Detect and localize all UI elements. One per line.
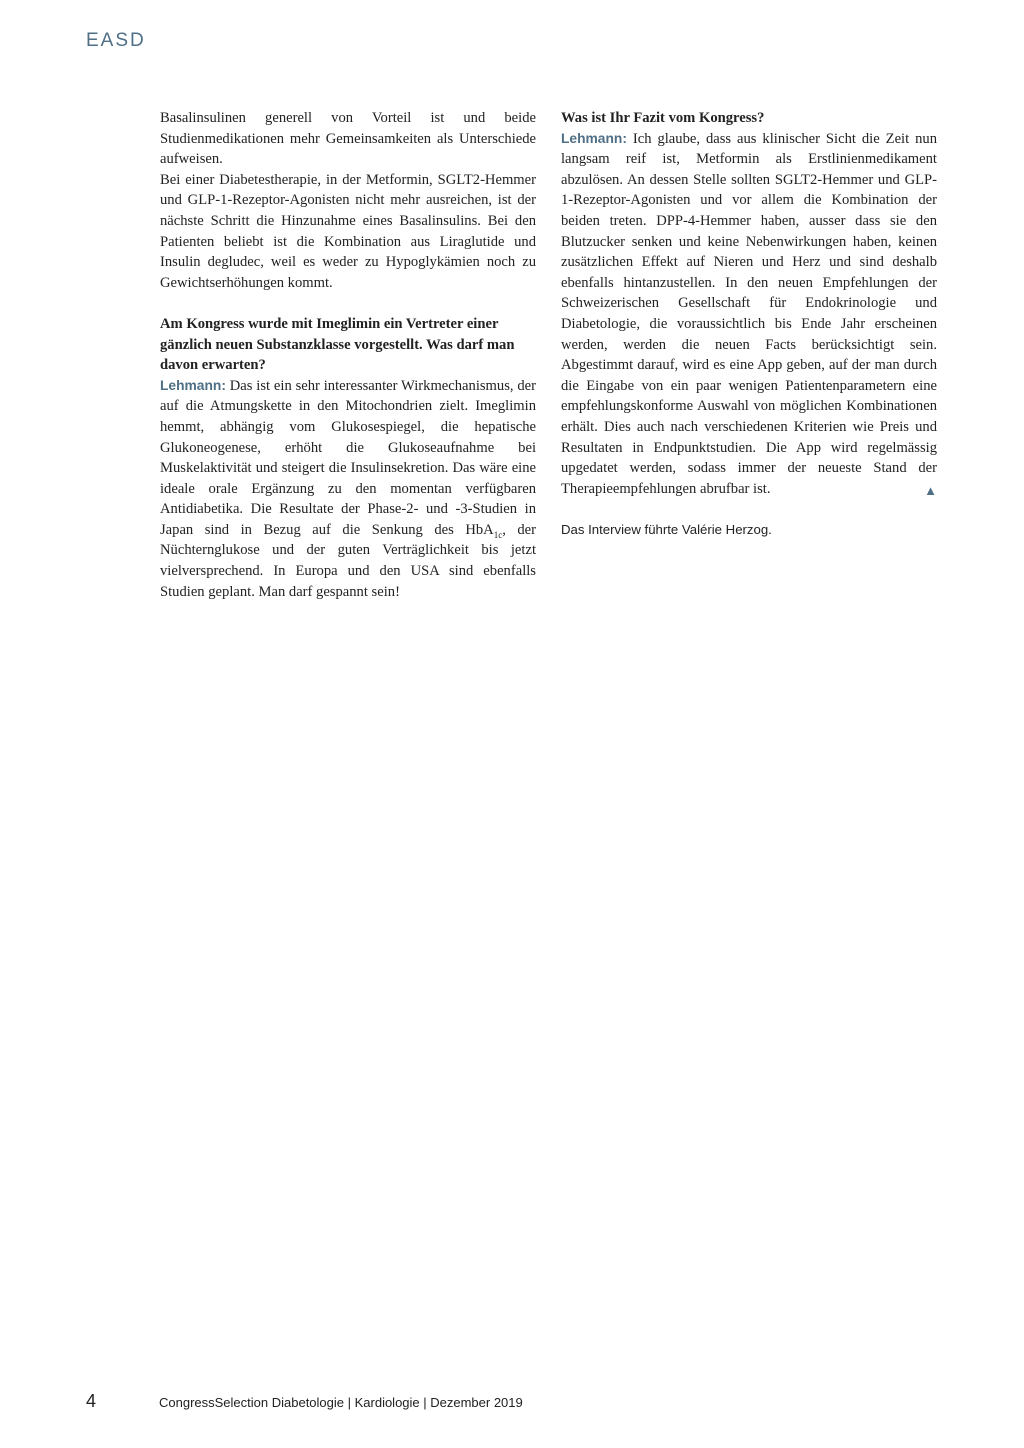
interview-credit: Das Interview führte Valérie Herzog. [561, 521, 772, 537]
end-triangle-icon: ▲ [924, 482, 937, 498]
left-column [160, 108, 536, 602]
answer-text: Das ist ein sehr interessanter Wirkmechanismus, der auf die Atmungskette in den Mitochondrien zielt. Imeglimin hemmt, abhängig vom Glukosespiegel, die hepatische Glukoneogenese, erhöht die Glukoseaufnahme bei Muskelaktivität und steigert die Insulinsekretion. Das wäre eine ideale orale Ergänzung zu den momentan verfügbaren Antidiabetika. Die Resultate der Phase-2- und -3-Studien in Japan sind in Bezug auf die Senkung des HbA [160, 377, 536, 538]
subscript: 1c [493, 529, 503, 540]
interview-question: Am Kongress wurde mit Imeglimin ein Vertreter einer gänzlich neuen Substanzklasse vorgestellt. Was darf man davon erwarten? [160, 315, 515, 374]
interview-answer [160, 376, 536, 603]
page-number: 4 [86, 1391, 97, 1411]
interview-answer [561, 129, 937, 500]
interview-question: Was ist Ihr Fazit vom Kongress? [561, 110, 765, 126]
publication-info: CongressSelection Diabetologie | Kardiologie | Dezember 2019 [159, 1395, 523, 1410]
right-column [561, 108, 937, 540]
answer-text: Ich glaube, dass aus klinischer Sicht die Zeit nun langsam reif ist, Metformin als Erstlinienmedikament abzulösen. An dessen Stelle sollten SGLT2-Hemmer und GLP-1-Rezeptor-Agonisten und vor allem die Kombination der beiden treten. DPP-4-Hemmer haben, ausser dass sie den Blutzucker senken und keine Nebenwirkungen haben, keinen zusätzlichen Effekt auf Nieren und Herz und sind deshalb ebenfalls hintanzustellen. In den neuen Empfehlungen der Schweizerischen Gesellschaft für Endokrinologie und Diabetologie, die voraussichtlich bis Ende Jahr erscheinen werden, werden die neuen Facts berücksichtigt sein. Abgestimmt darauf, wird es eine App geben, auf der man durch die Eingabe von ein paar wenigen Patientenparametern eine empfehlungskonforme Auswahl von möglichen Kombinationen erhält. Dies auch nach verschiedenen Kriterien wie Preis und Resultaten in Endpunktstudien. Die App wird regelmässig upgedatet werden, sodass immer der neueste Stand der Therapieempfehlungen abrufbar ist. [561, 130, 937, 497]
paragraph: Bei einer Diabetestherapie, in der Metformin, SGLT2-Hemmer und GLP-1-Rezeptor-Agonisten nicht mehr ausreichen, ist der nächste Schritt die Hinzunahme eines Basalinsulins. Bei den Patienten beliebt ist die Kombination aus Liraglutide und Insulin degludec, weil es weder zu Hypoglykämien noch zu Gewichtserhöhungen kommt. [160, 171, 536, 291]
answer-text: , der Nüchternglukose und der guten Verträglichkeit bis jetzt vielversprechend. In Europa und den USA sind ebenfalls Studien geplant. Man darf gespannt sein! [160, 521, 537, 600]
speaker-label: Lehmann: [561, 130, 627, 146]
paragraph: Basalinsulinen generell von Vorteil ist und beide Studienmedikationen mehr Gemeinsamkeiten als Unterschiede aufweisen. [160, 110, 536, 168]
speaker-label: Lehmann: [160, 377, 226, 393]
section-label: EASD [86, 30, 146, 51]
